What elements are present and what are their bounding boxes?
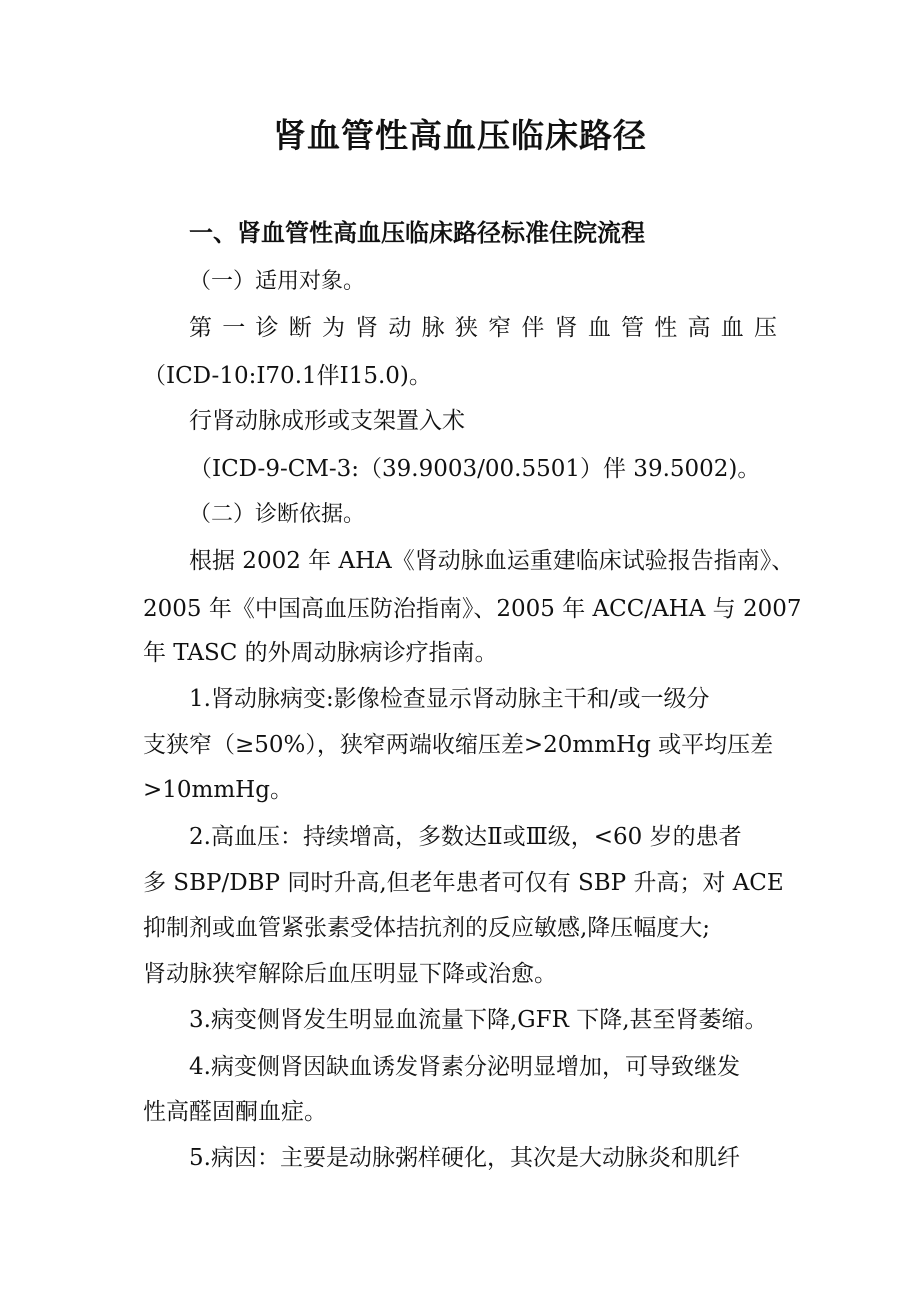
paragraph-line: （ICD-9-CM-3:（39.9003/00.5501）伴 39.5002)。 [189, 456, 761, 482]
list-item-line: >10mmHg。 [143, 777, 293, 803]
paragraph-line: 第一诊断为肾动脉狭窄伴肾血管性高血压 [189, 315, 779, 341]
section-heading: 一、肾血管性高血压临床路径标准住院流程 [189, 219, 645, 247]
list-item-line: 5.病因：主要是动脉粥样硬化，其次是大动脉炎和肌纤 [189, 1145, 740, 1171]
list-item-line: 1.肾动脉病变:影像检查显示肾动脉主干和/或一级分 [189, 686, 710, 712]
list-item-line: 多 SBP/DBP 同时升高,但老年患者可仅有 SBP 升高；对 ACE [143, 870, 784, 896]
list-item-line: 2.高血压：持续增高，多数达Ⅱ或Ⅲ级，<60 岁的患者 [189, 824, 742, 850]
list-item-line: 支狭窄（≥50%），狭窄两端收缩压差>20mmHg 或平均压差 [143, 732, 774, 758]
document-title: 肾血管性高血压临床路径 [273, 116, 647, 155]
paragraph-line: （ICD-10:I70.1伴I15.0)。 [143, 363, 432, 389]
paragraph-line: 年 TASC 的外周动脉病诊疗指南。 [143, 640, 498, 666]
paragraph-line: 根据 2002 年 AHA《肾动脉血运重建临床试验报告指南》、 [189, 548, 795, 574]
list-item-line: 4.病变侧肾因缺血诱发肾素分泌明显增加，可导致继发 [189, 1054, 740, 1080]
paragraph-line: 行肾动脉成形或支架置入术 [189, 408, 465, 434]
list-item-line: 抑制剂或血管紧张素受体拮抗剂的反应敏感,降压幅度大; [143, 915, 711, 941]
subsection-heading-applicable-subjects: （一）适用对象。 [189, 269, 366, 294]
list-item-line: 3.病变侧肾发生明显血流量下降,GFR 下降,甚至肾萎缩。 [189, 1007, 768, 1033]
list-item-line: 性高醛固酮血症。 [143, 1099, 327, 1125]
subsection-heading-diagnosis-basis: （二）诊断依据。 [189, 502, 366, 527]
list-item-line: 肾动脉狭窄解除后血压明显下降或治愈。 [143, 961, 557, 987]
paragraph-line: 2005 年《中国高血压防治指南》、2005 年 ACC/AHA 与 2007 [143, 596, 802, 622]
